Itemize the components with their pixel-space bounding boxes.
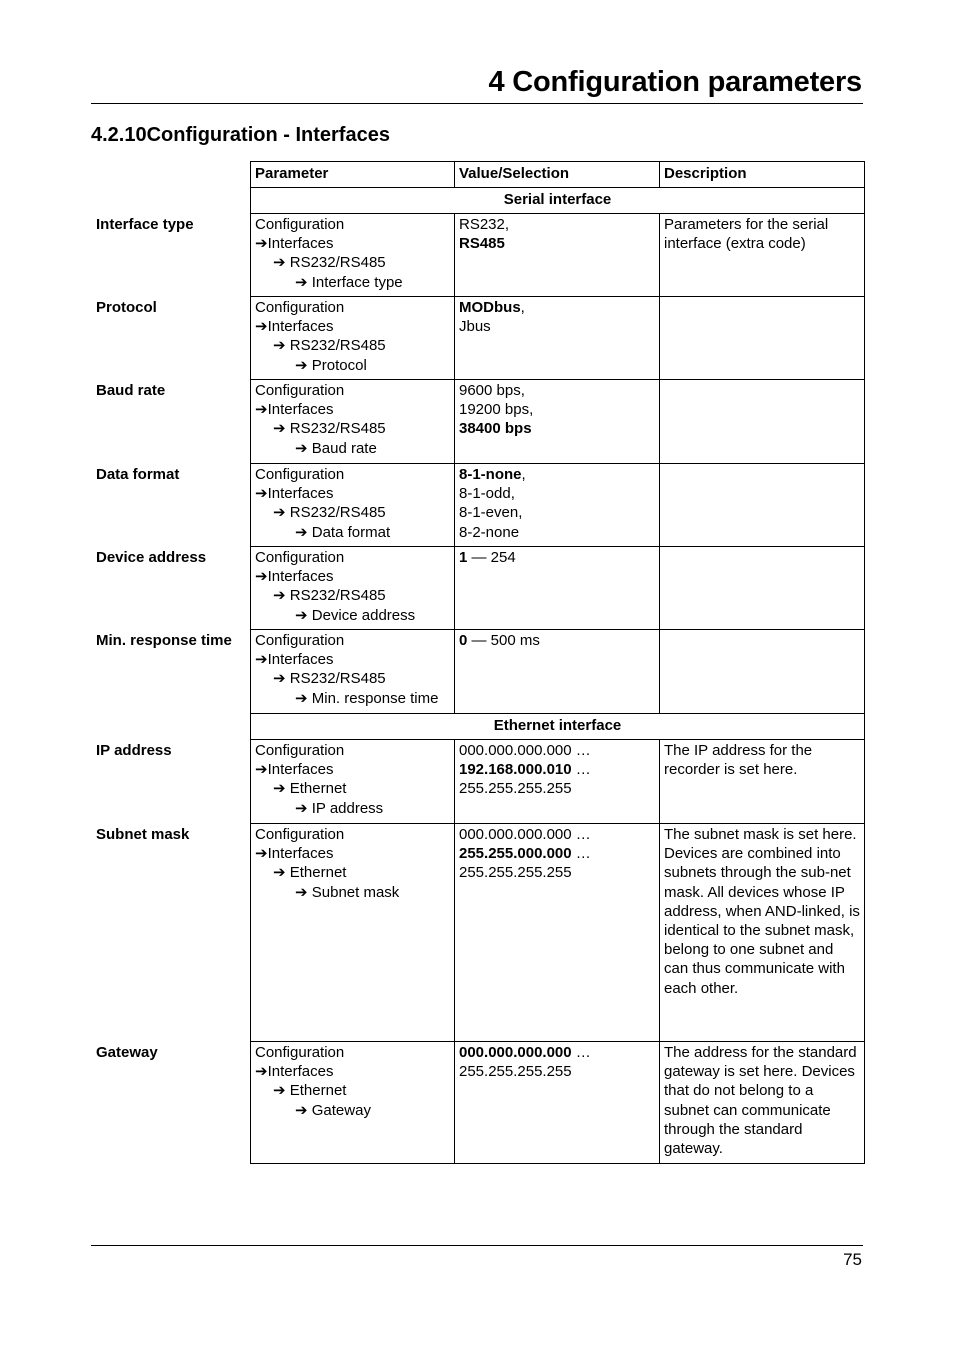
value-option — [459, 779, 655, 798]
value-option — [459, 381, 655, 400]
path-level1 — [255, 650, 450, 669]
path-level2-text: RS232/RS485 — [289, 504, 386, 522]
value-option — [459, 215, 655, 234]
path-root: Configuration — [255, 549, 345, 566]
value-option-text: — 500 ms — [467, 632, 540, 649]
arrow-icon: ➔ — [295, 439, 308, 457]
value-option — [459, 234, 655, 253]
value-option — [459, 400, 655, 419]
value-option-text: — 254 — [467, 549, 516, 566]
path-level2 — [255, 779, 450, 798]
value-option-text: 19200 bps, — [459, 401, 534, 419]
value-option-text: 9600 bps, — [459, 382, 525, 399]
path-level1-text: Interfaces — [267, 485, 334, 503]
path-level3-text: Baud rate — [311, 439, 377, 457]
path-level3-text: Gateway — [311, 1101, 371, 1119]
value-option — [459, 419, 655, 438]
value-selection-cell — [455, 214, 660, 297]
value-option-text: 8-2-none — [459, 523, 520, 541]
table-row — [251, 547, 865, 630]
row-label: Min. response time — [96, 631, 232, 649]
path-root: Configuration — [255, 216, 345, 233]
value-selection-cell — [455, 1042, 660, 1164]
value-option — [459, 825, 655, 844]
path-level2 — [255, 669, 450, 688]
table-row — [251, 1042, 865, 1164]
arrow-icon: ➔ — [295, 606, 308, 624]
value-option-text: … — [571, 845, 591, 863]
value-option — [459, 741, 655, 760]
path-level2-text: RS232/RS485 — [289, 670, 386, 688]
value-option-text: RS232, — [459, 216, 510, 233]
value-option-text: … — [571, 1044, 591, 1061]
value-option-text: 255.255.255.255 — [459, 780, 572, 798]
value-option — [459, 1043, 655, 1062]
column-header-parameter: Parameter — [251, 162, 455, 188]
ethernet-interface-heading: Ethernet interface — [251, 714, 865, 740]
ethernet-interface-heading-row — [251, 714, 865, 740]
value-option-default: RS485 — [459, 235, 505, 253]
arrow-icon: ➔ — [273, 587, 286, 605]
header-rule — [91, 103, 863, 104]
path-root: Configuration — [255, 466, 345, 483]
value-selection-cell — [455, 297, 660, 380]
arrow-icon: ➔ — [273, 337, 286, 355]
path-level2 — [255, 253, 450, 272]
value-option-text: , — [520, 299, 525, 316]
path-level3-text: IP address — [311, 799, 384, 817]
serial-interface-heading: Serial interface — [251, 188, 865, 214]
value-option — [459, 465, 655, 484]
path-level1-text: Interfaces — [267, 318, 334, 336]
parameters-table — [250, 161, 865, 1164]
arrow-icon: ➔ — [273, 504, 286, 522]
path-level3 — [255, 689, 450, 708]
path-level3-text: Subnet mask — [311, 883, 400, 901]
arrow-icon: ➔ — [255, 761, 268, 779]
description-cell — [660, 380, 865, 464]
value-selection-cell — [455, 464, 660, 547]
value-option-default: 255.255.000.000 — [459, 845, 572, 863]
table-row — [251, 380, 865, 464]
table-header-row — [251, 162, 865, 188]
path-level3-text: Min. response time — [311, 689, 439, 707]
description-cell — [660, 214, 865, 297]
path-level3-text: Data format — [311, 523, 391, 541]
value-option — [459, 631, 655, 650]
value-option-text: 255.255.255.255 — [459, 1063, 572, 1081]
row-label: Subnet mask — [96, 825, 190, 843]
value-option-default: 192.168.000.010 — [459, 761, 572, 779]
value-option-text: 8-1-even, — [459, 504, 523, 522]
description-cell — [660, 1042, 865, 1164]
path-root: Configuration — [255, 632, 345, 649]
path-level1 — [255, 844, 450, 863]
path-level2 — [255, 336, 450, 355]
path-root: Configuration — [255, 1044, 345, 1061]
path-level1 — [255, 567, 450, 586]
path-level1 — [255, 400, 450, 419]
section-title: 4.2.10Configuration - Interfaces — [91, 124, 390, 146]
value-selection-cell — [455, 630, 660, 714]
path-level3-text: Interface type — [311, 273, 403, 291]
path-level1-text: Interfaces — [267, 845, 334, 863]
serial-interface-heading-row — [251, 188, 865, 214]
arrow-icon: ➔ — [255, 485, 268, 503]
arrow-icon: ➔ — [273, 1082, 286, 1100]
arrow-icon: ➔ — [295, 799, 308, 817]
value-option — [459, 523, 655, 542]
description-text: The address for the standard gateway is set here. Devices that do not belong to a subnet can communicate through the standard gateway. — [664, 1044, 857, 1158]
path-level3-text: Device address — [311, 606, 416, 624]
path-level1-text: Interfaces — [267, 568, 334, 586]
parameter-path-cell — [251, 630, 455, 714]
row-label: Protocol — [96, 298, 157, 316]
arrow-icon: ➔ — [255, 1063, 268, 1081]
path-level1 — [255, 234, 450, 253]
arrow-icon: ➔ — [255, 235, 268, 253]
description-text: Parameters for the serial interface (extra code) — [664, 216, 829, 253]
parameter-path-cell — [251, 1042, 455, 1164]
arrow-icon: ➔ — [255, 651, 268, 669]
footer-rule — [91, 1245, 863, 1246]
arrow-icon: ➔ — [295, 689, 308, 707]
path-level2 — [255, 419, 450, 438]
path-level1 — [255, 484, 450, 503]
arrow-icon: ➔ — [295, 523, 308, 541]
arrow-icon: ➔ — [295, 273, 308, 291]
path-level3-text: Protocol — [311, 356, 367, 374]
page-number: 75 — [843, 1250, 862, 1269]
table-body — [251, 188, 865, 1164]
arrow-icon: ➔ — [255, 845, 268, 863]
arrow-icon: ➔ — [295, 1101, 308, 1119]
value-option — [459, 503, 655, 522]
path-level3 — [255, 883, 450, 902]
table-row — [251, 464, 865, 547]
path-level2 — [255, 1081, 450, 1100]
path-level3 — [255, 273, 450, 292]
description-text: The subnet mask is set here. — [664, 826, 857, 843]
path-root: Configuration — [255, 382, 345, 399]
value-selection-cell — [455, 740, 660, 824]
value-option-default: 38400 bps — [459, 420, 532, 438]
value-option — [459, 844, 655, 863]
path-level2-text: RS232/RS485 — [289, 254, 386, 272]
arrow-icon: ➔ — [273, 780, 286, 798]
description-cell — [660, 824, 865, 1042]
path-root: Configuration — [255, 299, 345, 316]
table-row — [251, 214, 865, 297]
arrow-icon: ➔ — [273, 254, 286, 272]
arrow-icon: ➔ — [273, 420, 286, 438]
value-option — [459, 863, 655, 882]
value-option-default: MODbus — [459, 299, 521, 316]
table-row — [251, 297, 865, 380]
path-level1-text: Interfaces — [267, 761, 334, 779]
path-level1-text: Interfaces — [267, 235, 334, 253]
parameter-path-cell — [251, 547, 455, 630]
parameter-path-cell — [251, 464, 455, 547]
path-level2 — [255, 863, 450, 882]
value-option — [459, 298, 655, 317]
description-cell — [660, 740, 865, 824]
row-label: IP address — [96, 741, 172, 759]
path-level2-text: Ethernet — [289, 1082, 347, 1100]
parameter-path-cell — [251, 740, 455, 824]
description-cell — [660, 630, 865, 714]
path-level1-text: Interfaces — [267, 401, 334, 419]
value-option-default: 8-1-none — [459, 466, 522, 483]
description-text: The IP address for the recorder is set here. — [664, 742, 813, 779]
row-label: Gateway — [96, 1043, 158, 1061]
path-level3 — [255, 356, 450, 375]
path-level1-text: Interfaces — [267, 1063, 334, 1081]
value-option-text: 255.255.255.255 — [459, 864, 572, 882]
value-option-text: … — [571, 761, 591, 779]
value-option — [459, 484, 655, 503]
row-label: Data format — [96, 465, 180, 483]
value-option — [459, 548, 655, 567]
table-row — [251, 630, 865, 714]
path-level2-text: Ethernet — [289, 780, 347, 798]
arrow-icon: ➔ — [255, 318, 268, 336]
value-selection-cell — [455, 380, 660, 464]
row-label: Interface type — [96, 215, 194, 233]
arrow-icon: ➔ — [295, 883, 308, 901]
table-row — [251, 740, 865, 824]
value-selection-cell — [455, 547, 660, 630]
value-option-text: 000.000.000.000 … — [459, 742, 591, 759]
value-option-default: 1 — [459, 549, 468, 566]
description-cell — [660, 547, 865, 630]
column-header-value: Value/Selection — [455, 162, 660, 188]
value-option — [459, 760, 655, 779]
table-row — [251, 824, 865, 1042]
arrow-icon: ➔ — [273, 670, 286, 688]
parameter-path-cell — [251, 214, 455, 297]
parameter-path-cell — [251, 824, 455, 1042]
path-level2 — [255, 503, 450, 522]
path-level1 — [255, 1062, 450, 1081]
path-level2-text: RS232/RS485 — [289, 587, 386, 605]
path-level2-text: RS232/RS485 — [289, 337, 386, 355]
value-option-text: , — [521, 466, 526, 483]
path-root: Configuration — [255, 742, 345, 759]
path-level2-text: Ethernet — [289, 864, 347, 882]
path-level2 — [255, 586, 450, 605]
value-option — [459, 317, 655, 336]
column-header-description: Description — [660, 162, 865, 188]
arrow-icon: ➔ — [255, 401, 268, 419]
path-level1 — [255, 317, 450, 336]
path-level3 — [255, 606, 450, 625]
arrow-icon: ➔ — [295, 356, 308, 374]
parameter-path-cell — [251, 297, 455, 380]
arrow-icon: ➔ — [273, 864, 286, 882]
parameter-path-cell — [251, 380, 455, 464]
description-text: Devices are combined into subnets through the sub-net mask. All devices whose IP address, when AND-linked, is identical to the subnet mask, belong to one subnet and can thus communicate with each other. — [664, 845, 860, 997]
value-option-text: 000.000.000.000 … — [459, 826, 591, 843]
path-level1 — [255, 760, 450, 779]
value-selection-cell — [455, 824, 660, 1042]
value-option-default: 000.000.000.000 — [459, 1044, 572, 1061]
path-level2-text: RS232/RS485 — [289, 420, 386, 438]
arrow-icon: ➔ — [255, 568, 268, 586]
chapter-title: 4 Configuration parameters — [488, 66, 862, 98]
description-cell — [660, 464, 865, 547]
path-level3 — [255, 1101, 450, 1120]
value-option — [459, 1062, 655, 1081]
value-option-text: 8-1-odd, — [459, 485, 515, 503]
value-option-text: Jbus — [459, 318, 491, 336]
path-level3 — [255, 799, 450, 818]
row-label: Device address — [96, 548, 207, 566]
row-label: Baud rate — [96, 381, 166, 399]
path-root: Configuration — [255, 826, 345, 843]
path-level3 — [255, 439, 450, 458]
path-level3 — [255, 523, 450, 542]
path-level1-text: Interfaces — [267, 651, 334, 669]
description-cell — [660, 297, 865, 380]
value-option-default: 0 — [459, 632, 468, 649]
